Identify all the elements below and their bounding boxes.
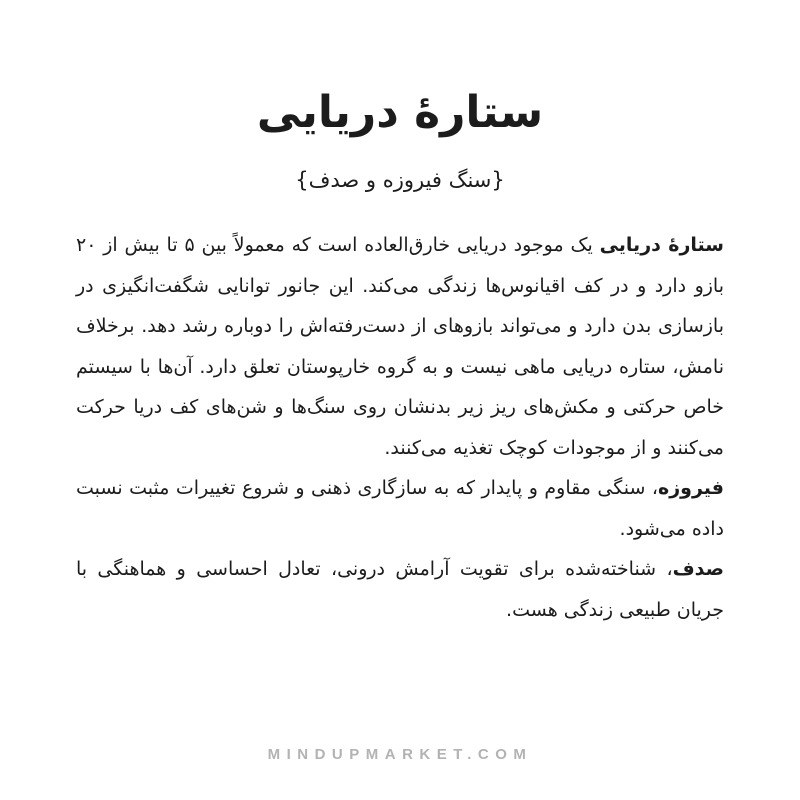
shell-lead: صدف xyxy=(672,558,724,580)
turquoise-paragraph xyxy=(76,468,724,549)
page-title: ستارهٔ دریایی xyxy=(256,87,544,138)
description-body xyxy=(76,225,724,630)
turquoise-text: ، سنگی مقاوم و پایدار که به سازگاری ذهنی و شروع تغییرات مثبت نسبت داده می‌شود. xyxy=(76,477,724,540)
page-subtitle: {سنگ فیروزه و صدف} xyxy=(295,168,505,192)
starfish-text: یک موجود دریایی خارق‌العاده است که معمولاً بین ۵ تا بیش از ۲۰ بازو دارد و در کف اقیانوس‌ها زندگی می‌کند. این جانور توانایی شگفت‌انگیزی در بازسازی بدن دارد و می‌تواند بازوهای از دست‌رفته‌اش را دوباره رشد دهد. برخلاف نامش، ستاره دریایی ماهی نیست و به گروه خارپوستان تعلق دارد. آن‌ها با سیستم خاص حرکتی و مکش‌های ریز زیر بدنشان روی سنگ‌ها و شن‌های کف دریا حرکت می‌کنند و از موجودات کوچک تغذیه می‌کنند. xyxy=(76,234,724,459)
starfish-paragraph xyxy=(76,225,724,468)
starfish-lead: ستارهٔ دریایی xyxy=(599,234,724,256)
shell-paragraph xyxy=(76,549,724,630)
footer-brand: MINDUPMARKET.COM xyxy=(267,746,533,763)
turquoise-lead: فیروزه xyxy=(658,477,724,499)
shell-text: ، شناخته‌شده برای تقویت آرامش درونی، تعادل احساسی و هماهنگی با جریان طبیعی زندگی هست. xyxy=(76,558,724,621)
